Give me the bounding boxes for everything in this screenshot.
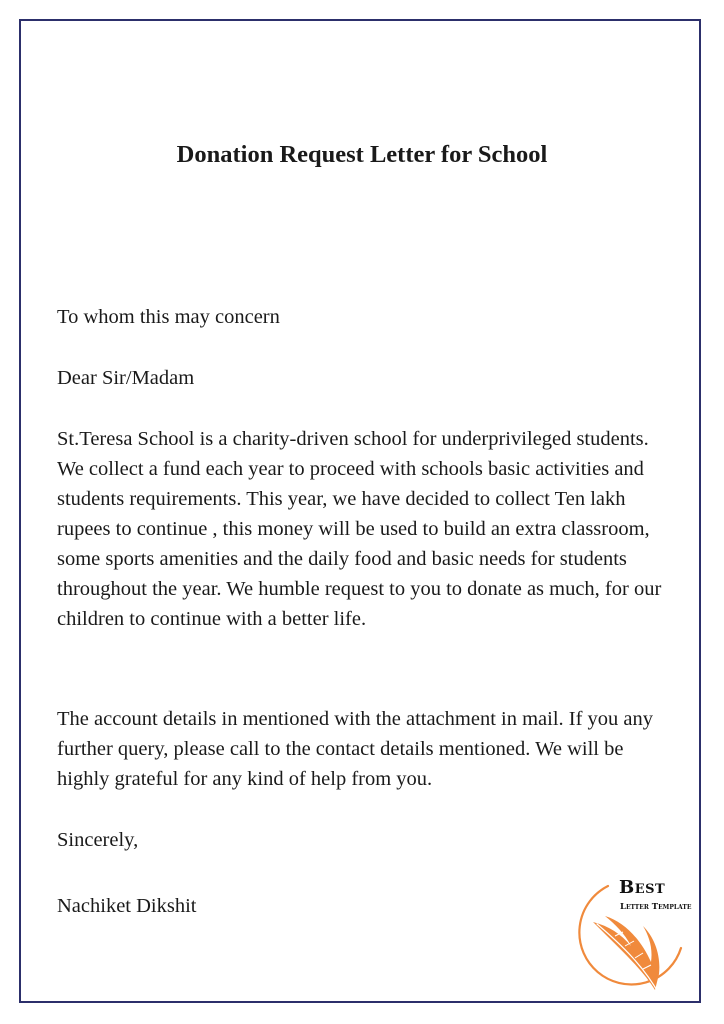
letter-closing: Sincerely, <box>57 829 139 851</box>
letter-paragraph-2: The account details in mentioned with the attachment in mail. If you any further query, please call to the contact details mentioned. We will be highly grateful for any kind of help from you. <box>57 708 654 790</box>
letter-salutation: To whom this may concern <box>57 306 280 328</box>
logo-tagline: Letter Template <box>620 902 692 912</box>
logo-brand-name: Best <box>619 877 666 898</box>
brand-logo <box>563 870 703 1000</box>
letter-signature: Nachiket Dikshit <box>57 895 197 917</box>
letter-title: Donation Request Letter for School <box>176 141 548 168</box>
letter-greeting: Dear Sir/Madam <box>57 367 195 389</box>
letter-paragraph-1: St.Teresa School is a charity-driven school for underprivileged students. We collect a fund each year to proceed with schools basic activities and students requirements. This year, we have decided to collect Ten lakh rupees to continue , this money will be used to build an extra classroom, some sports amenities and the daily food and basic needs for students throughout the year. We humble request to you to donate as much, for our children to continue with a better life. <box>57 428 662 630</box>
